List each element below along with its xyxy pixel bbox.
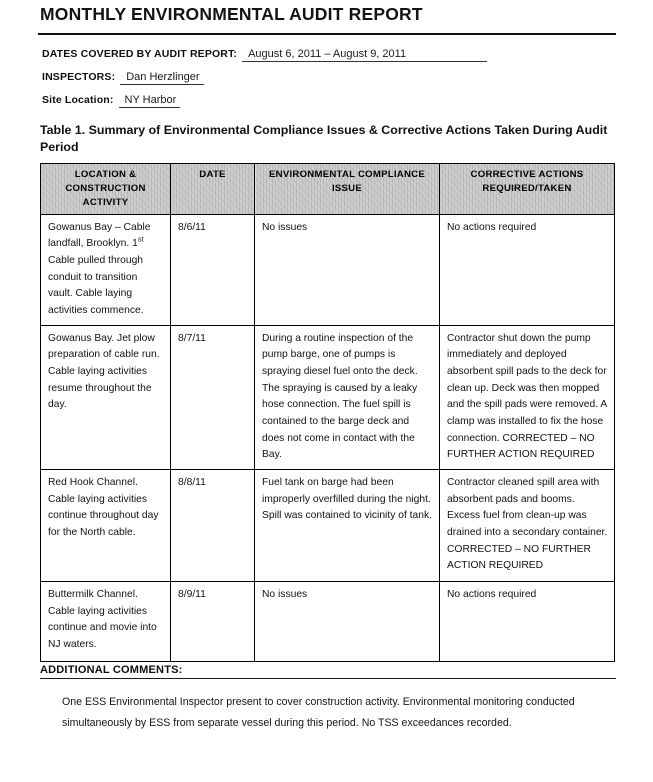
cell-issue: Fuel tank on barge had been improperly overfilled during the night. Spill was contained to vicinity of tank. [255,470,440,582]
inspectors-value[interactable]: Dan Herzlinger [120,71,203,85]
column-header-date-label: DATE [199,169,226,180]
table-header-row [41,164,615,215]
column-header-date [171,164,255,215]
cell-date: 8/7/11 [171,325,255,469]
table-row [41,214,615,325]
dates-covered-value[interactable]: August 6, 2011 – August 9, 2011 [242,48,487,62]
cell-location-pre: Buttermilk Channel. Cable laying activities continue and movie into NJ waters. [48,589,157,651]
column-header-issue [255,164,440,215]
column-header-location-label: LOCATION & CONSTRUCTION ACTIVITY [65,169,146,208]
cell-issue: During a routine inspection of the pump barge, one of pumps is spraying diesel fuel onto the deck. The spraying is caused by a leaky hose connection. The fuel spill is contained to the barge deck and does not come in contact with the Bay. [255,325,440,469]
cell-date: 8/8/11 [171,470,255,582]
cell-location [41,325,171,469]
cell-location-post: Cable pulled through conduit to transition vault. Cable laying activities commence. [48,255,144,317]
inspectors-label: INSPECTORS: [42,71,116,83]
inspectors-row [42,71,612,85]
table-row [41,325,615,469]
cell-date: 8/6/11 [171,214,255,325]
dates-covered-row [42,48,612,62]
column-header-action-label: CORRECTIVE ACTIONS REQUIRED/TAKEN [470,169,584,194]
additional-comments-section [40,664,616,734]
cell-issue: No issues [255,214,440,325]
report-metadata [42,48,612,117]
column-header-action [440,164,615,215]
cell-location-pre: Gowanus Bay – Cable landfall, Brooklyn. 1 [48,221,151,250]
cell-location-pre: Gowanus Bay. Jet plow preparation of cable run. Cable laying activities resume throughout the day. [48,332,160,411]
additional-comments-heading [40,664,616,679]
title-divider [38,33,616,35]
cell-location-pre: Red Hook Channel. Cable laying activities continue throughout day for the North cable. [48,477,159,539]
table-row [41,582,615,662]
table-caption: Table 1. Summary of Environmental Compliance Issues & Corrective Actions Taken During Audit Period [40,123,608,154]
ordinal-suffix: st [137,234,144,244]
column-header-issue-label: ENVIRONMENTAL COMPLIANCE ISSUE [269,169,425,194]
column-header-location [41,164,171,215]
cell-issue: No issues [255,582,440,662]
cell-action: No actions required [440,214,615,325]
additional-comments-heading-label: ADDITIONAL COMMENTS: [40,664,183,676]
site-location-value[interactable]: NY Harbor [119,94,181,108]
cell-location [41,470,171,582]
table-row [41,470,615,582]
document-title: MONTHLY ENVIRONMENTAL AUDIT REPORT [40,4,423,24]
dates-covered-label: DATES COVERED BY AUDIT REPORT: [42,48,238,60]
cell-action: Contractor shut down the pump immediately and deployed absorbent spill pads to the deck for clean up. Deck was then mopped and the spill pads were removed. A clamp was installed to fix the hose connection. CORRECTED – NO FURTHER ACTION REQUIRED [440,325,615,469]
cell-action: Contractor cleaned spill area with absorbent pads and booms. Excess fuel from clean-up was drained into a secondary container. CORRECTED – NO FURTHER ACTION REQUIRED [440,470,615,582]
site-location-label: Site Location: [42,94,114,106]
cell-date: 8/9/11 [171,582,255,662]
environmental-audit-table [40,163,615,662]
cell-location [41,582,171,662]
site-location-row [42,94,612,108]
additional-comments-body: One ESS Environmental Inspector present to cover construction activity. Environmental monitoring conducted simultaneously by ESS from separate vessel during this period. No TSS exceedances recorded. [62,696,575,730]
cell-location [41,214,171,325]
cell-action: No actions required [440,582,615,662]
